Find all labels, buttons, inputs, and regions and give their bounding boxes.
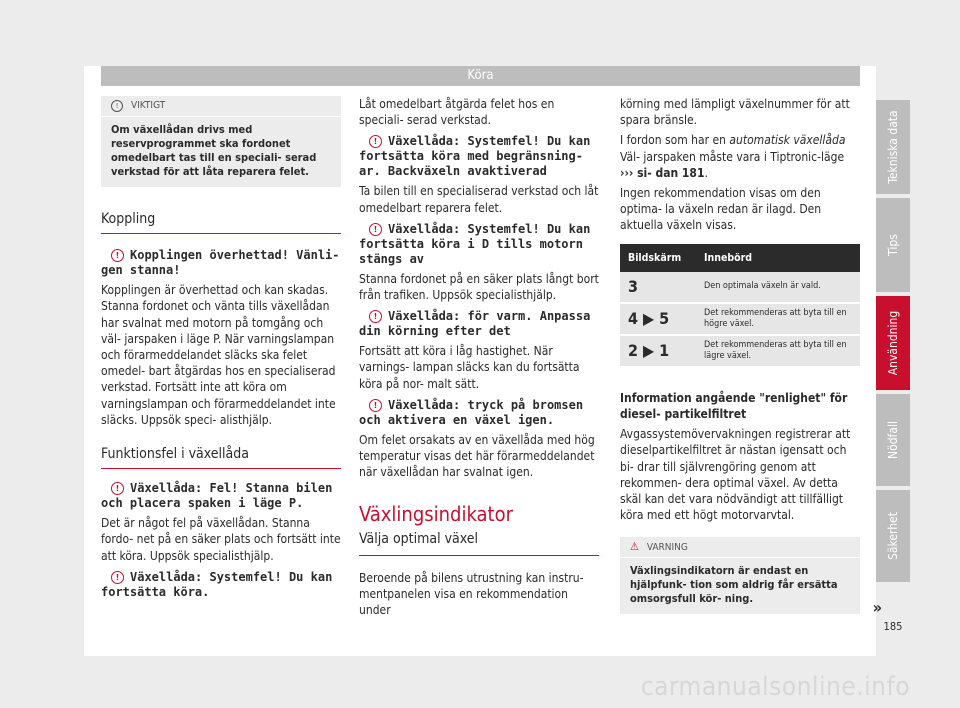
table-header-cell: Innebörd — [696, 244, 860, 272]
message-fel-text: Växellåda: Fel! Stanna bilen och placera spaken i läge P. — [101, 481, 333, 511]
warning-circle-icon: ! — [111, 571, 124, 584]
tab-tips[interactable] — [876, 198, 910, 292]
warning-circle-icon: ! — [369, 223, 382, 236]
viktigt-box — [101, 96, 341, 187]
fordon-text-2: Väl- jarspaken måste vara i Tiptronic-läge — [620, 149, 845, 164]
table-header-row — [620, 244, 860, 272]
viktigt-text: Om växellådan drivs med reservprogrammet ska fordonet omedelbart tas till en speciali- serad verkstad för att låta reparera felet. — [111, 123, 317, 178]
paragraph-korning: körning med lämpligt växelnummer för att spara bränsle. — [620, 97, 850, 128]
section-heading-funktionsfel: Funktionsfel i växellåda — [101, 446, 341, 469]
fordon-text-1: I fordon som har en — [620, 133, 730, 148]
fordon-text-end: . — [704, 165, 708, 180]
column-3 — [620, 96, 882, 618]
paragraph-intro: Låt omedelbart åtgärda felet hos en speciali- serad verkstad. — [359, 97, 555, 128]
paragraph-bromsen: Om felet orsakats av en växellåda med hög temperatur visas det här förarmeddelandet när växellådan har svalnat igen. — [359, 432, 595, 480]
page-reference-link[interactable]: ››› si- dan 181 — [620, 165, 705, 180]
paragraph-fel: Det är något fel på växellådan. Stanna fordo- net på en säker plats och fortsätt inte att köra. Uppsök specialisthjälp. — [101, 516, 341, 563]
message-bromsen — [359, 398, 599, 428]
tab-label: Tekniska data — [886, 110, 900, 184]
gear-indicator-table — [620, 244, 860, 368]
message-systemfel-text: Växellåda: Systemfel! Du kan fortsätta köra. — [101, 569, 333, 599]
section-heading-koppling: Koppling — [101, 211, 341, 234]
table-cell-text: Den optimala växeln är vald. — [696, 272, 860, 303]
tab-sakerhet[interactable] — [876, 490, 910, 582]
watermark-text: carmanualsonline.info — [640, 672, 910, 702]
message-motorn-text: Växellåda: Systemfel! Du kan fortsätta köra i D tills motorn stängs av — [359, 221, 591, 266]
tab-label: Nödfall — [886, 421, 900, 459]
table-cell-symbol: 2 ▶ 1 — [620, 335, 696, 367]
paragraph-info: Avgassystemövervakningen registrerar att dieselpartikelfiltret är nästan igensatt och bi- drar till självrengöring genom att rekommen- dera optimal växel. Av detta skäl kan det vara nödvändigt att tillfälligt köra med ett högt motorvarvtal. — [620, 427, 851, 523]
paragraph-begransning: Ta bilen till en specialiserad verkstad och låt omedelbart reparera felet. — [359, 184, 599, 215]
tab-anvandning[interactable] — [876, 296, 910, 390]
message-bromsen-text: Växellåda: tryck på bromsen och aktivera en växel igen. — [359, 397, 584, 427]
watermark — [0, 672, 960, 702]
varning-box — [620, 537, 882, 618]
header-title: Köra — [467, 68, 494, 83]
warning-circle-icon: ! — [369, 399, 382, 412]
paragraph-varm: Fortsätt att köra i låg hastighet. När varnings- lampan släcks kan du fortsätta köra på nor- malt sätt. — [359, 344, 580, 391]
message-overhettad — [101, 248, 341, 278]
table-row — [620, 303, 860, 335]
table-row — [620, 335, 860, 367]
table-cell-text: Det rekommenderas att byta till en högre växel. — [696, 303, 860, 335]
warning-circle-icon: ! — [111, 482, 124, 495]
table-cell-symbol: 4 ▶ 5 — [620, 303, 696, 335]
table-header-cell: Bildskärm — [620, 244, 696, 272]
varning-text: Växlingsindikatorn är endast en hjälpfunk- tion som aldrig får ersätta omsorgsfull kör- ning. — [630, 564, 838, 606]
warning-circle-icon: ! — [369, 310, 382, 323]
table-cell-text: Det rekommenderas att byta till en lägre växel. — [696, 335, 860, 367]
page-number: 185 — [883, 620, 903, 633]
message-motorn — [359, 222, 599, 267]
fordon-text-emphasis: automatisk växellåda — [729, 133, 846, 148]
tab-nodfall[interactable] — [876, 394, 910, 486]
table-cell-symbol: 3 — [620, 272, 696, 303]
paragraph-motorn: Stanna fordonet på en säker plats långt bort från trafiken. Uppsök specialisthjälp. — [359, 271, 599, 303]
warning-circle-icon: ! — [369, 135, 382, 148]
warning-circle-icon: ! — [111, 249, 124, 262]
column-2 — [359, 96, 599, 622]
chapter-title: Växlingsindikator — [359, 502, 514, 527]
tab-label: Säkerhet — [886, 512, 900, 560]
chapter-subtitle: Välja optimal växel — [359, 531, 599, 556]
paragraph-fordon — [620, 132, 860, 181]
message-fel — [101, 481, 341, 511]
message-begransning — [359, 134, 599, 179]
tab-label: Tips — [886, 234, 900, 256]
message-begransning-text: Växellåda: Systemfel! Du kan fortsätta köra med begränsning- ar. Backväxeln avaktiverad — [359, 134, 591, 179]
message-systemfel — [101, 570, 341, 600]
table-row — [620, 272, 860, 303]
varning-label: VARNING — [646, 542, 688, 554]
info-circle-icon: ! — [111, 100, 123, 112]
message-varm-text: Växellåda: för varm. Anpassa din körning efter det — [359, 309, 591, 339]
info-heading: Information angående "renlighet" för diesel- partikelfiltret — [620, 390, 848, 422]
tab-label: Användning — [886, 310, 900, 376]
message-overhettad-text: Kopplingen överhettad! Vänli- gen stanna! — [101, 248, 340, 278]
continue-arrow-icon: » — [872, 598, 882, 618]
tab-tekniska-data[interactable] — [876, 100, 910, 194]
paragraph-beroende: Beroende på bilens utrustning kan instru- mentpanelen visa en rekommendation under — [359, 570, 584, 618]
message-varm — [359, 309, 599, 339]
paragraph-ingen: Ingen rekommendation visas om den optima- la växeln redan är ilagd. Den aktuella växeln visas. — [620, 186, 822, 233]
warning-triangle-icon: ⚠ — [630, 540, 639, 554]
viktigt-label: VIKTIGT — [131, 100, 166, 111]
page-header — [101, 66, 860, 86]
paragraph-overhettad: Kopplingen är överhettad och kan skadas. Stanna fordonet och vänta tills växellådan har svalnat med motorn på tomgång och väl- jarspaken i läge P. När varningslampan och förarmeddelandet släcks ska felet omedel- bart åtgärdas hos en specialiserad verkstad. Fortsätt inte att köra om varningslampan och förarmeddelandet inte släcks. Uppsök speci- alisthjälp. — [101, 283, 336, 427]
column-1 — [101, 96, 341, 604]
